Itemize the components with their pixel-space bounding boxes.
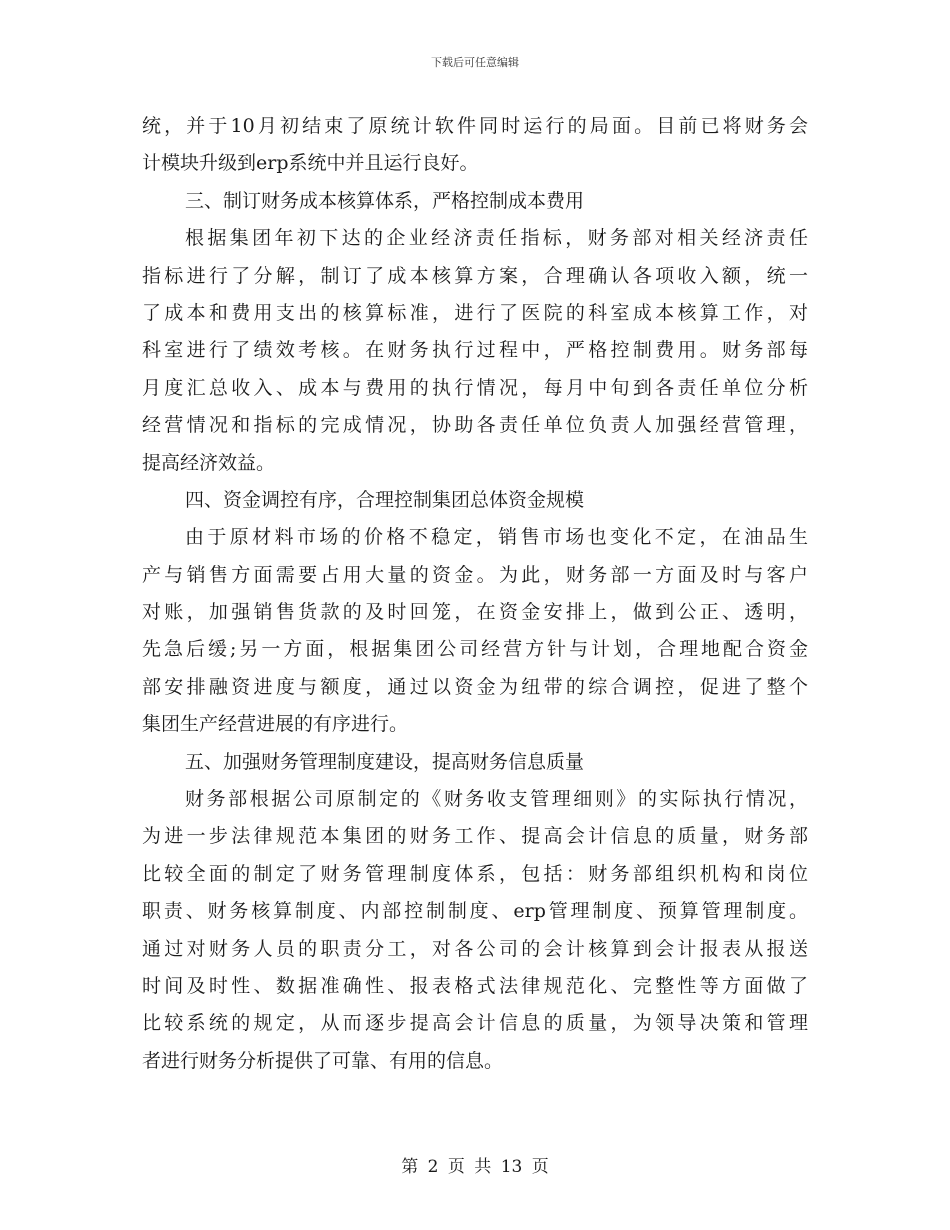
text-line: 五、加强财务管理制度建设，提高财务信息质量 <box>185 750 585 773</box>
text-line: 三、制订财务成本核算体系，严格控制成本费用 <box>185 189 585 212</box>
text-line: 根据集团年初下达的企业经济责任指标，财务部对相关经济责任 <box>185 227 808 250</box>
text-line: 产与销售方面需要占用大量的资金。为此，财务部一方面及时与客户 <box>142 563 808 586</box>
text-line: 经营情况和指标的完成情况，协助各责任单位负责人加强经营管理， <box>142 414 808 437</box>
text-line: 月度汇总收入、成本与费用的执行情况，每月中旬到各责任单位分析 <box>142 376 808 399</box>
text-line: 财务部根据公司原制定的《财务收支管理细则》的实际执行情况， <box>185 788 808 811</box>
text-line: 比较系统的规定，从而逐步提高会计信息的质量，为领导决策和管理 <box>142 1012 808 1035</box>
text-line: 计模块升级到erp系统中并且运行良好。 <box>142 152 479 175</box>
text-line: 四、资金调控有序，合理控制集团总体资金规模 <box>185 488 585 511</box>
text-line: 先急后缓;另一方面，根据集团公司经营方针与计划，合理地配合资金 <box>142 638 808 661</box>
text-line: 由于原材料市场的价格不稳定，销售市场也变化不定，在油品生 <box>185 526 808 549</box>
document-body <box>142 108 808 1080</box>
text-line: 了成本和费用支出的核算标准，进行了医院的科室成本核算工作，对 <box>142 301 808 324</box>
text-line: 集团生产经营进展的有序进行。 <box>142 713 409 736</box>
text-line: 指标进行了分解，制订了成本核算方案，合理确认各项收入额，统一 <box>142 264 808 287</box>
text-line: 通过对财务人员的职责分工，对各公司的会计核算到会计报表从报送 <box>142 937 808 960</box>
text-line: 科室进行了绩效考核。在财务执行过程中，严格控制费用。财务部每 <box>142 339 808 362</box>
text-line: 对账，加强销售货款的及时回笼，在资金安排上，做到公正、透明， <box>142 601 808 624</box>
text-line: 统，并于10月初结束了原统计软件同时运行的局面。目前已将财务会 <box>142 115 808 137</box>
text-line: 为进一步法律规范本集团的财务工作、提高会计信息的质量，财务部 <box>142 825 808 848</box>
text-line: 部安排融资进度与额度，通过以资金为纽带的综合调控，促进了整个 <box>142 675 808 698</box>
page-header-note: 下载后可任意编辑 <box>431 56 519 69</box>
text-line: 职责、财务核算制度、内部控制制度、erp管理制度、预算管理制度。 <box>142 900 808 923</box>
text-line: 者进行财务分析提供了可靠、有用的信息。 <box>142 1049 504 1072</box>
text-line: 比较全面的制定了财务管理制度体系，包括：财务部组织机构和岗位 <box>142 862 808 885</box>
page-number-footer: 第 2 页 共 13 页 <box>401 1157 549 1177</box>
text-line: 提高经济效益。 <box>142 451 276 474</box>
text-line: 时间及时性、数据准确性、报表格式法律规范化、完整性等方面做了 <box>142 974 808 997</box>
